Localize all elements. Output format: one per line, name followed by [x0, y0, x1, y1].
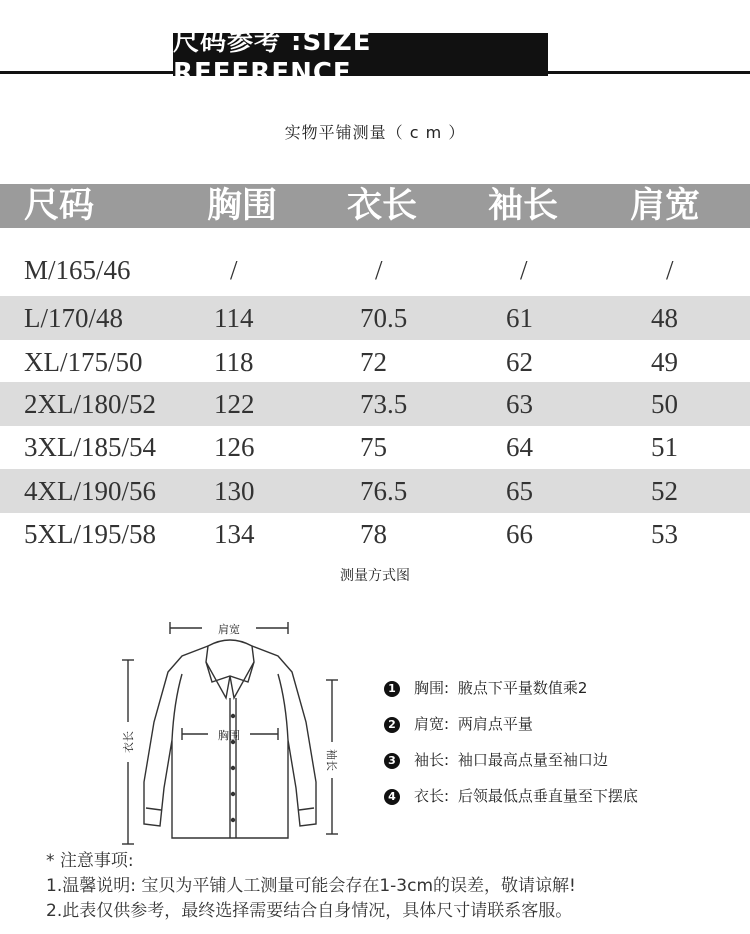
- diagram-title: 测量方式图: [340, 568, 410, 584]
- header-chest: 胸围: [207, 186, 278, 226]
- legend-item: [384, 677, 587, 698]
- cell-shoulder: 52: [651, 476, 678, 506]
- subtitle: 实物平铺测量（ c m ）: [284, 123, 466, 142]
- cell-size: L/170/48: [24, 303, 123, 333]
- cell-sleeve: /: [520, 255, 528, 285]
- legend-key: 胸围:: [414, 679, 450, 697]
- cell-chest: 118: [214, 347, 254, 377]
- cell-size: M/165/46: [24, 255, 131, 285]
- table-row: [0, 248, 750, 292]
- cell-chest: 130: [214, 476, 255, 506]
- cell-size: 4XL/190/56: [24, 476, 156, 506]
- table-row: [0, 382, 750, 426]
- legend-number: 2: [384, 717, 400, 733]
- table-row: [0, 296, 750, 340]
- cell-sleeve: 65: [506, 476, 533, 506]
- cell-shoulder: 48: [651, 303, 678, 333]
- cell-shoulder: 50: [651, 389, 678, 419]
- cell-length: 73.5: [360, 389, 408, 419]
- legend-number: 3: [384, 753, 400, 769]
- cell-length: 76.5: [360, 476, 408, 506]
- notes-line-1: 1.温馨说明: 宝贝为平铺人工测量可能会存在1-3cm的误差，敬请谅解!: [46, 876, 576, 896]
- table-row: [0, 512, 750, 556]
- cell-length: 70.5: [360, 303, 408, 333]
- legend-desc: 两肩点平量: [457, 715, 533, 733]
- legend-desc: 后领最低点垂直量至下摆底: [457, 787, 638, 805]
- page-title: 尺码参考 :SIZE REFERENCE: [173, 33, 548, 76]
- notes-heading: * 注意事项:: [46, 851, 134, 871]
- legend-item: [384, 713, 533, 734]
- header-length: 衣长: [347, 186, 418, 226]
- cell-length: 78: [360, 519, 387, 549]
- legend-key: 肩宽:: [414, 715, 450, 733]
- legend-desc: 腋点下平量数值乘2: [457, 679, 588, 697]
- diagram-length-label: 衣长: [122, 731, 135, 753]
- cell-size: 5XL/195/58: [24, 519, 156, 549]
- diagram-sleeve-label: 袖长: [325, 749, 338, 771]
- cell-size: XL/175/50: [24, 347, 143, 377]
- table-row: [0, 340, 750, 384]
- legend-item: [384, 749, 608, 770]
- legend-key: 袖长:: [414, 751, 450, 769]
- cell-sleeve: 62: [506, 347, 533, 377]
- legend-key: 衣长:: [414, 787, 450, 805]
- cell-sleeve: 63: [506, 389, 533, 419]
- cell-sleeve: 61: [506, 303, 533, 333]
- table-row: [0, 425, 750, 469]
- legend-item: [384, 785, 638, 806]
- cell-sleeve: 66: [506, 519, 533, 549]
- header-size: 尺码: [24, 186, 95, 226]
- legend-number: 1: [384, 681, 400, 697]
- cell-chest: 126: [214, 432, 255, 462]
- cell-size: 2XL/180/52: [24, 389, 156, 419]
- cell-length: /: [375, 255, 383, 285]
- header-shoulder: 肩宽: [630, 186, 701, 226]
- cell-size: 3XL/185/54: [24, 432, 156, 462]
- cell-shoulder: 49: [651, 347, 678, 377]
- table-header: [0, 184, 750, 228]
- cell-length: 75: [360, 432, 387, 462]
- cell-shoulder: 53: [651, 519, 678, 549]
- cell-shoulder: 51: [651, 432, 678, 462]
- cell-chest: 134: [214, 519, 255, 549]
- table-row: [0, 469, 750, 513]
- legend-number: 4: [384, 789, 400, 805]
- header-sleeve: 袖长: [488, 186, 559, 226]
- diagram-chest-label: 胸围: [218, 729, 240, 742]
- cell-chest: /: [230, 255, 238, 285]
- cell-shoulder: /: [666, 255, 674, 285]
- legend-desc: 袖口最高点量至袖口边: [457, 751, 608, 769]
- cell-length: 72: [360, 347, 387, 377]
- cell-sleeve: 64: [506, 432, 533, 462]
- cell-chest: 122: [214, 389, 255, 419]
- cell-chest: 114: [214, 303, 254, 333]
- notes: [46, 849, 576, 924]
- notes-line-2: 2.此表仅供参考，最终选择需要结合自身情况，具体尺寸请联系客服。: [46, 901, 573, 921]
- shirt-measurement-diagram: [110, 612, 360, 852]
- diagram-shoulder-label: 肩宽: [218, 623, 240, 636]
